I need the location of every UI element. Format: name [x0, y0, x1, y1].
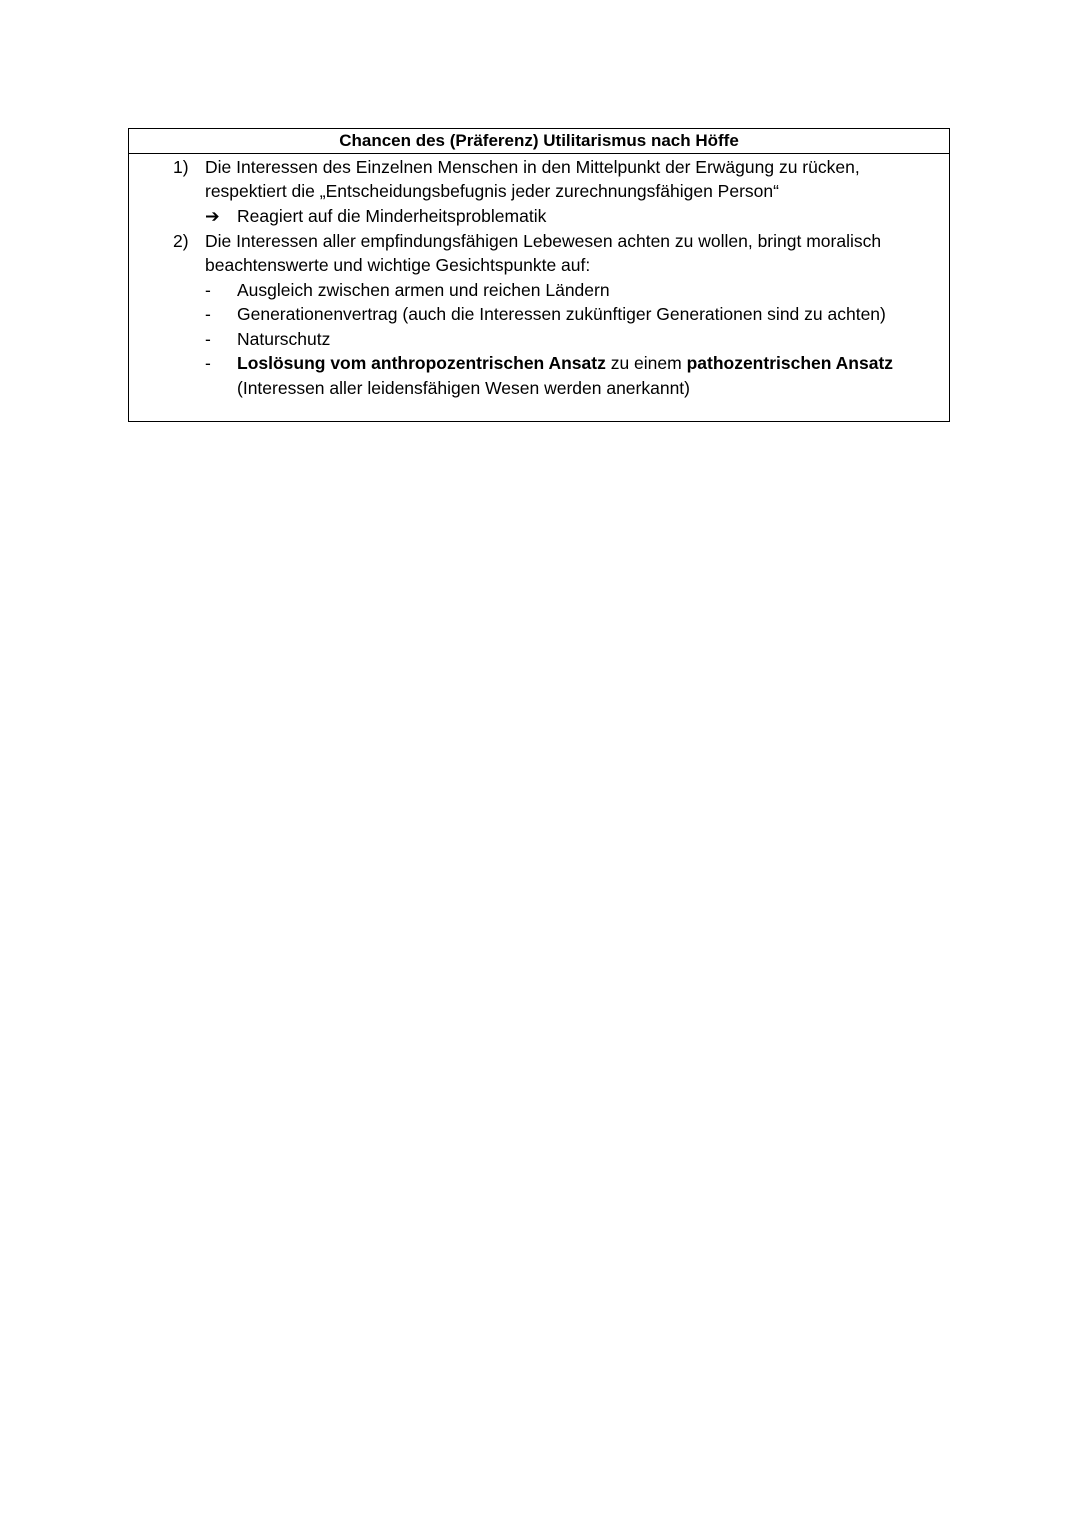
item-2-number: 2): [173, 231, 189, 251]
table-box: [128, 128, 950, 422]
dash-marker: -: [205, 353, 211, 373]
item-1-number: 1): [173, 157, 189, 177]
item-1-text-2: respektiert die „Entscheidungsbefugnis jeder zurechnungsfähigen Person“: [205, 181, 779, 201]
item-1-text-1: Die Interessen des Einzelnen Menschen in den Mittelpunkt der Erwägung zu rücken,: [205, 157, 860, 177]
bullet-4-bold-2: pathozentrischen Ansatz: [686, 353, 894, 373]
dash-marker: -: [205, 280, 211, 300]
table-title: Chancen des (Präferenz) Utilitarismus nach Höffe: [129, 129, 949, 154]
item-2-text-1: Die Interessen aller empfindungsfähigen Lebewesen achten zu wollen, bringt moralisch: [205, 231, 882, 251]
item-2-text-2: beachtenswerte und wichtige Gesichtspunkte auf:: [205, 255, 591, 275]
arrow-icon: ➔: [205, 206, 220, 226]
item-1-arrow-text: Reagiert auf die Minderheitsproblematik: [237, 206, 547, 226]
bullet-4-text: [237, 351, 893, 375]
bullet-2-text: Generationenvertrag (auch die Interessen zukünftiger Generationen sind zu achten): [237, 304, 886, 324]
bullet-4-bold-1: Loslösung vom anthropozentrischen Ansatz: [237, 353, 606, 373]
dash-marker: -: [205, 304, 211, 324]
bullet-4-text-2: (Interessen aller leidensfähigen Wesen werden anerkannt): [237, 378, 691, 398]
bullet-1-text: Ausgleich zwischen armen und reichen Ländern: [237, 280, 610, 300]
dash-marker: -: [205, 329, 211, 349]
bullet-3-text: Naturschutz: [237, 329, 331, 349]
bullet-4-normal: zu einem: [605, 353, 687, 373]
